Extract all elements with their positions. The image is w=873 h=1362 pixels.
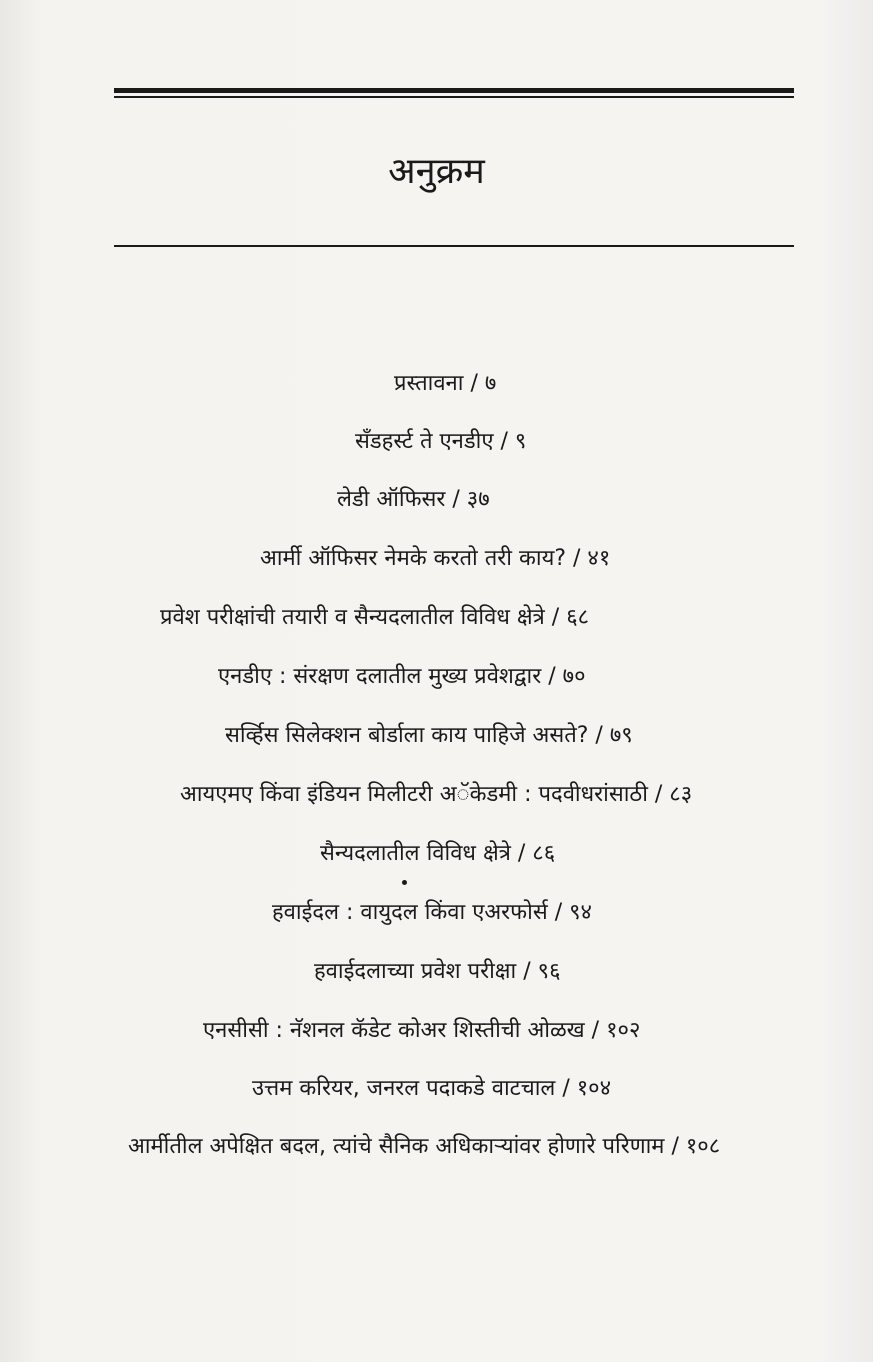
toc-entry: सँडहर्स्ट ते एनडीए / ९ xyxy=(355,429,527,454)
header-double-rule xyxy=(114,88,794,100)
toc-entry: हवाईदल : वायुदल किंवा एअरफोर्स / ९४ xyxy=(272,900,592,925)
toc-entry: सर्व्हिस सिलेक्शन बोर्डाला काय पाहिजे असते? / ७९ xyxy=(225,723,633,748)
toc-entry: आर्मीतील अपेक्षित बदल, त्यांचे सैनिक अधिकाऱ्यांवर होणारे परिणाम / १०८ xyxy=(128,1134,721,1159)
ink-dot-mark xyxy=(402,880,407,885)
toc-entry: प्रस्तावना / ७ xyxy=(394,371,497,396)
toc-entry: एनडीए : संरक्षण दलातील मुख्य प्रवेशद्वार / ७० xyxy=(218,664,586,689)
title-underline-rule xyxy=(114,245,794,247)
toc-entry: सैन्यदलातील विविध क्षेत्रे / ८६ xyxy=(320,841,556,866)
toc-entry: आर्मी ऑफिसर नेमके करतो तरी काय? / ४१ xyxy=(260,546,611,571)
toc-entry: लेडी ऑफिसर / ३७ xyxy=(337,487,490,512)
toc-entry: एनसीसी : नॅशनल कॅडेट कोअर शिस्तीची ओळख / १०२ xyxy=(203,1018,641,1043)
toc-entry: हवाईदलाच्या प्रवेश परीक्षा / ९६ xyxy=(314,959,561,984)
header-thick-line xyxy=(114,88,794,93)
toc-entry: आयएमए किंवा इंडियन मिलीटरी अॅकेडमी : पदवीधरांसाठी / ८३ xyxy=(180,782,693,807)
header-thin-line xyxy=(114,96,794,98)
page-title: अनुक्रम xyxy=(388,151,485,192)
toc-entry: प्रवेश परीक्षांची तयारी व सैन्यदलातील विविध क्षेत्रे / ६८ xyxy=(160,605,590,630)
toc-entry: उत्तम करियर, जनरल पदाकडे वाटचाल / १०४ xyxy=(252,1076,612,1101)
